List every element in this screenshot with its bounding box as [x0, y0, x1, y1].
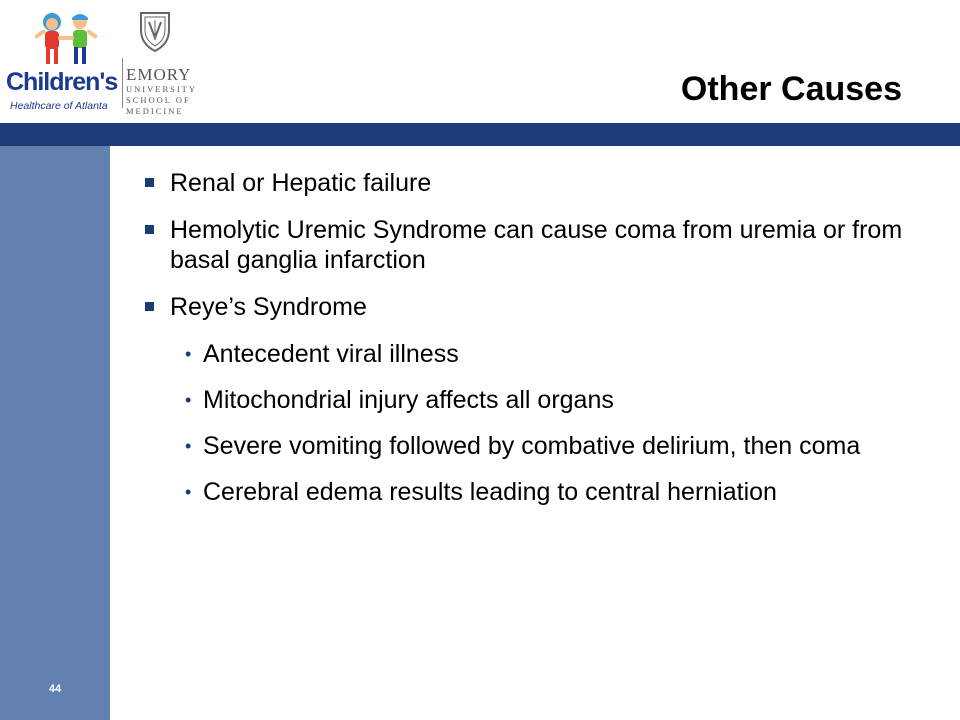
bullet-item [143, 168, 933, 198]
round-bullet-icon: • [185, 390, 192, 410]
childrens-healthcare-logo [4, 10, 122, 110]
sub-bullet-item [143, 385, 933, 415]
emory-logo-line-medicine: MEDICINE [126, 106, 184, 116]
bullet-text: Hemolytic Uremic Syndrome can cause coma from uremia or from basal ganglia infarction [170, 216, 903, 274]
header-bar [0, 123, 960, 146]
logo-area [0, 0, 200, 120]
sub-bullet-item [143, 431, 933, 461]
sub-bullet-text: Antecedent viral illness [203, 340, 459, 368]
childrens-logo-subtitle: Healthcare of Atlanta [10, 100, 108, 112]
square-bullet-icon [145, 225, 154, 234]
bullet-text: Renal or Hepatic failure [170, 169, 432, 197]
bullet-item [143, 215, 933, 275]
sub-bullet-text: Severe vomiting followed by combative delirium, then coma [203, 432, 861, 460]
square-bullet-icon [145, 302, 154, 311]
emory-logo [126, 10, 197, 116]
round-bullet-icon: • [185, 436, 192, 456]
emory-logo-name: EMORY [126, 65, 192, 84]
sub-bullet-text: Cerebral edema results leading to central herniation [203, 478, 777, 506]
page-number: 44 [48, 683, 62, 695]
emory-logo-line-university: UNIVERSITY [126, 84, 197, 94]
childrens-logo-name: Children's [6, 68, 118, 96]
children-figures-icon [26, 10, 106, 70]
round-bullet-icon: • [185, 482, 192, 502]
bullet-text: Reye’s Syndrome [170, 293, 367, 321]
round-bullet-icon: • [185, 344, 192, 364]
logo-divider [122, 58, 123, 108]
left-sidebar-band [0, 146, 110, 720]
bullet-item [143, 292, 933, 322]
emory-logo-line-school: SCHOOL OF [126, 95, 191, 105]
slide-title: Other Causes [680, 70, 902, 108]
bullet-list [143, 168, 933, 523]
square-bullet-icon [145, 178, 154, 187]
sub-bullet-item [143, 477, 933, 507]
sub-bullet-text: Mitochondrial injury affects all organs [203, 386, 614, 414]
sub-bullet-item [143, 339, 933, 369]
emory-shield-icon [138, 10, 172, 54]
